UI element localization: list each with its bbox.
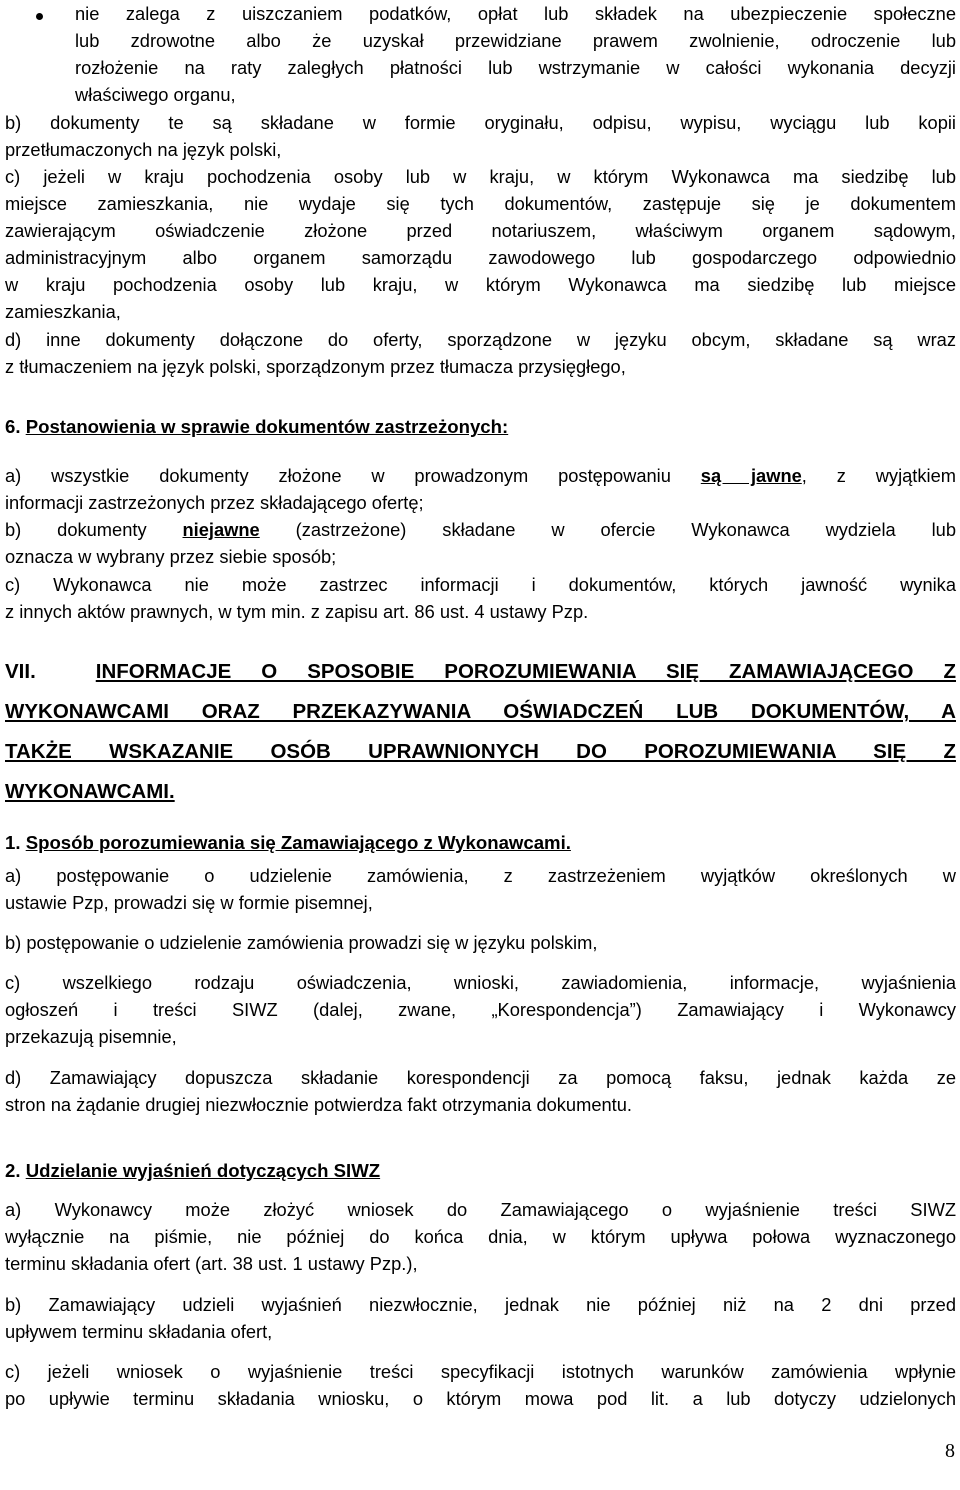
text-line: rozłożenie na raty zaległych płatności lub wstrzymanie w całości wykonania decyzji [75,57,956,78]
section-6-item-a [5,462,956,516]
text-line: w kraju pochodzenia osoby lub kraju, w którym Wykonawca ma siedzibę lub miejsce [5,274,956,295]
text-line: z tłumaczeniem na język polski, sporządzonym przez tłumacza przysięgłego, [5,356,626,377]
list-item-b [5,109,956,163]
text-fragment: b) dokumenty [5,519,183,540]
text-fragment: (zastrzeżone) składane w ofercie Wykonawca wydziela lub [259,519,957,540]
text-line: przetłumaczonych na język polski, [5,139,282,160]
text-line: a) postępowanie o udzielenie zamówienia, z zastrzeżeniem wyjątków określonych w [5,865,956,886]
subsection-2-heading [5,1157,956,1184]
bullet-text [75,0,956,108]
text-line: c) wszelkiego rodzaju oświadczenia, wnioski, zawiadomienia, informacje, wyjaśnienia [5,972,956,993]
heading-line: WYKONAWCAMI ORAZ PRZEKAZYWANIA OŚWIADCZEŃ LUB DOKUMENTÓW, A [5,700,956,723]
text-line: miejsce zamieszkania, nie wydaje się tych dokumentów, zastępuje się je dokumentem [5,193,956,214]
subsection-2-item-a [5,1196,956,1277]
text-fragment: , z wyjątkiem [801,465,956,486]
list-item-c [5,163,956,325]
subsection-1-item-a [5,862,956,916]
text-line: ustawie Pzp, prowadzi się w formie pisemnej, [5,892,373,913]
section-6-heading [5,413,956,440]
subsection-1-heading [5,829,956,856]
section-number: VII. [5,660,36,683]
text-line: po upływie terminu składania wniosku, o którym mowa pod lit. a lub dotyczy udzielonych [5,1388,956,1409]
text-line: zawierającym oświadczenie złożone przed notariuszem, właściwym organem sądowym, [5,220,956,241]
text-line: z innych aktów prawnych, w tym min. z zapisu art. 86 ust. 4 ustawy Pzp. [5,601,589,622]
subsection-1-item-c [5,969,956,1050]
text-line: d) Zamawiający dopuszcza składanie korespondencji za pomocą faksu, jednak każda ze [5,1067,956,1088]
section-7-heading [5,652,956,812]
text-line: ogłoszeń i treści SIWZ (dalej, zwane, „Korespondencja”) Zamawiający i Wykonawcy [5,999,956,1020]
text-line: b) dokumenty te są składane w formie oryginału, odpisu, wypisu, wyciągu lub kopii [5,112,956,133]
bullet-dot-icon [36,13,43,20]
text-line: wyłącznie na piśmie, nie później do końca dnia, w którym upływa połowa wyznaczonego [5,1226,956,1247]
heading-line: WYKONAWCAMI. [5,780,175,803]
text-line: przekazują pisemnie, [5,1026,177,1047]
text-line: oznacza w wybrany przez siebie sposób; [5,546,337,567]
section-6-item-b [5,516,956,570]
emphasis-text: są jawne [700,465,802,486]
text-line: d) inne dokumenty dołączone do oferty, sporządzone w języku obcym, składane są wraz [5,329,956,350]
list-item-d [5,326,956,380]
text-line: upływem terminu składania ofert, [5,1321,273,1342]
heading-line: INFORMACJE O SPOSOBIE POROZUMIEWANIA SIĘ ZAMAWIAJĄCEGO Z [95,660,956,683]
section-title: Postanowienia w sprawie dokumentów zastrzeżonych: [25,416,509,437]
section-6-item-c [5,571,956,625]
text-fragment: a) wszystkie dokumenty złożone w prowadzonym postępowaniu [5,465,701,486]
text-line: a) Wykonawcy może złożyć wniosek do Zamawiającego o wyjaśnienie treści SIWZ [5,1199,956,1220]
text-line: zamieszkania, [5,301,121,322]
text-line: administracyjnym albo organem samorządu zawodowego lub gospodarczego odpowiednio [5,247,956,268]
subsection-1-item-d [5,1064,956,1118]
section-title: Sposób porozumiewania się Zamawiającego z Wykonawcami. [25,832,571,853]
text-line: informacji zastrzeżonych przez składającego ofertę; [5,492,424,513]
text-line: właściwego organu, [75,84,236,105]
text-line: b) Zamawiający udzieli wyjaśnień niezwłocznie, jednak nie później niż na 2 dni przed [5,1294,956,1315]
page-number: 8 [945,1440,955,1462]
text-line: nie zalega z uiszczaniem podatków, opłat lub składek na ubezpieczenie społeczne [75,3,956,24]
section-number: 2. [5,1160,21,1181]
section-number: 1. [5,832,21,853]
text-line: stron na żądanie drugiej niezwłocznie potwierdza fakt otrzymania dokumentu. [5,1094,632,1115]
subsection-2-item-c [5,1358,956,1412]
subsection-1-item-b [5,929,956,956]
text-line: terminu składania ofert (art. 38 ust. 1 ustawy Pzp.), [5,1253,418,1274]
heading-line: TAKŻE WSKAZANIE OSÓB UPRAWNIONYCH DO POROZUMIEWANIA SIĘ Z [5,740,956,763]
emphasis-text: niejawne [182,519,260,540]
text-line: c) jeżeli w kraju pochodzenia osoby lub w kraju, w którym Wykonawca ma siedzibę lub [5,166,956,187]
section-title: Udzielanie wyjaśnień dotyczących SIWZ [25,1160,381,1181]
text-line: b) postępowanie o udzielenie zamówienia prowadzi się w języku polskim, [5,932,598,953]
section-number: 6. [5,416,21,437]
text-line: c) Wykonawca nie może zastrzec informacji i dokumentów, których jawność wynika [5,574,956,595]
bullet-item [0,0,960,110]
subsection-2-item-b [5,1291,956,1345]
text-line: c) jeżeli wniosek o wyjaśnienie treści specyfikacji istotnych warunków zamówienia wpłynie [5,1361,956,1382]
text-line: lub zdrowotne albo że uzyskał przewidziane prawem zwolnienie, odroczenie lub [75,30,956,51]
